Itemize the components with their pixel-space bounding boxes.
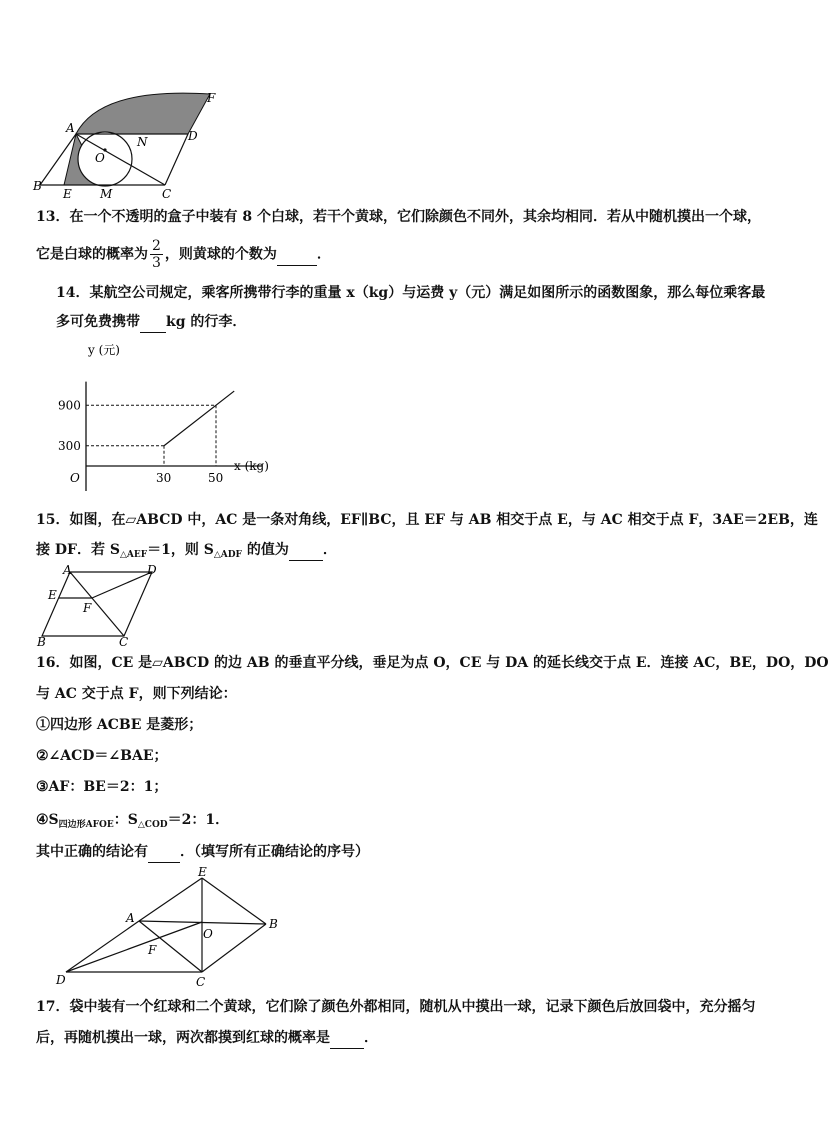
question-16-line-2: 与 AC 交于点 F，则下列结论： bbox=[36, 686, 237, 702]
answer-blank[interactable] bbox=[140, 312, 166, 333]
label-E: E bbox=[63, 187, 72, 201]
conclusion-1: ①四边形 ACBE 是菱形； bbox=[36, 717, 203, 733]
q13-text-a: 它是白球的概率为 bbox=[36, 246, 148, 263]
question-17-line-2: 后，再随机摸出一球，两次都摸到红球的概率是 ． bbox=[36, 1028, 378, 1049]
label-F: F bbox=[83, 601, 92, 615]
y-tick-label: 900 bbox=[58, 398, 81, 413]
question-16-prompt: 其中正确的结论有 ．（填写所有正确结论的序号） bbox=[36, 842, 369, 863]
function-graph-q14 bbox=[50, 340, 269, 498]
x-axis-label: x (kg) bbox=[234, 459, 269, 473]
conclusion-2: ②∠ACD＝∠BAE； bbox=[36, 748, 168, 764]
question-14-line-2: 多可免费携带 kg 的行李． bbox=[56, 312, 246, 333]
question-15-line-2: 接 DF．若 $S_{\triangle AEF}=1$，则 $S_{\triangle ADF}$ 的值为 ． bbox=[36, 542, 337, 560]
y-axis-label: y (元) bbox=[88, 343, 120, 357]
x-tick-label: 30 bbox=[156, 471, 172, 485]
geometry-figure-q12 bbox=[30, 82, 230, 201]
question-13-line-1: 13．在一个不透明的盒子中装有 8 个白球，若干个黄球，它们除颜色不同外，其余均相同．若从中随机摸出一个球， bbox=[36, 209, 761, 225]
label-D: D bbox=[147, 563, 157, 577]
label-F: F bbox=[148, 943, 157, 957]
label-C: C bbox=[162, 187, 172, 201]
label-B: B bbox=[33, 179, 42, 193]
rhombus-figure-q16 bbox=[52, 866, 292, 990]
question-14-line-1: 14．某航空公司规定，乘客所携带行李的重量 x（kg）与运费 y（元）满足如图所示的函数图象，那么每位乘客最 bbox=[56, 285, 766, 301]
label-M: M bbox=[100, 187, 113, 201]
q13-text-b: ，则黄球的个数为 bbox=[164, 246, 277, 263]
label-E: E bbox=[198, 865, 207, 879]
answer-blank[interactable] bbox=[330, 1028, 364, 1049]
label-N: N bbox=[137, 135, 148, 149]
shaded-sector-region bbox=[76, 93, 210, 134]
parallelogram-figure-q15 bbox=[34, 562, 164, 650]
label-E: E bbox=[48, 588, 57, 602]
label-O: O bbox=[95, 151, 105, 165]
fraction-two-thirds: $\frac{2}{3}$ bbox=[152, 238, 161, 271]
label-C: C bbox=[119, 635, 129, 649]
answer-blank[interactable] bbox=[277, 245, 317, 266]
origin-label: O bbox=[70, 471, 80, 485]
x-tick-label: 50 bbox=[208, 471, 224, 485]
label-D: D bbox=[188, 129, 198, 143]
chart-axes bbox=[86, 382, 262, 491]
chart-marks bbox=[86, 391, 234, 466]
label-B: B bbox=[269, 917, 278, 931]
question-13-line-2: 它是白球的概率为 $\frac{2}{3}$ ，则黄球的个数为 ． bbox=[36, 238, 331, 271]
label-A: A bbox=[63, 563, 72, 577]
function-line bbox=[164, 391, 234, 446]
label-F: F bbox=[207, 91, 216, 105]
label-A: A bbox=[126, 911, 135, 925]
label-D: D bbox=[56, 973, 66, 987]
label-C: C bbox=[196, 975, 206, 989]
label-A: A bbox=[66, 121, 75, 135]
answer-blank[interactable] bbox=[148, 842, 180, 863]
conclusion-4: $④S_{四边形AFOE}$：$S_{\triangle COD}=2$：1． bbox=[36, 812, 230, 830]
chart-labels bbox=[58, 343, 269, 485]
label-B: B bbox=[37, 635, 46, 649]
answer-blank[interactable] bbox=[289, 540, 323, 561]
question-15-line-1: 15．如图，在▱ABCD 中，AC 是一条对角线，EF∥BC，且 EF 与 AB 相交于点 E，与 AC 相交于点 F，3AE＝2EB，连 bbox=[36, 512, 818, 528]
question-16-line-1: 16．如图，CE 是▱ABCD 的边 AB 的垂直平分线，垂足为点 O，CE 与 DA 的延长线交于点 E．连接 AC，BE，DO，DO bbox=[36, 655, 829, 671]
y-tick-label: 300 bbox=[58, 438, 81, 453]
conclusion-3: ③AF：BE＝2：1； bbox=[36, 779, 168, 795]
label-O: O bbox=[203, 927, 213, 941]
question-17-line-1: 17．袋中装有一个红球和二个黄球，它们除了颜色外都相同，随机从中摸出一球，记录下颜色后放回袋中，充分摇匀 bbox=[36, 999, 756, 1015]
